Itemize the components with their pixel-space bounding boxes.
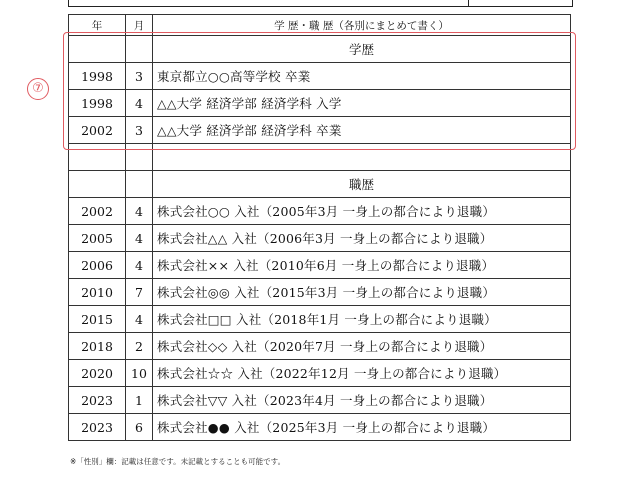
annotation-highlight-box (63, 32, 576, 150)
year-cell: 1998 (69, 90, 126, 117)
month-cell: 3 (126, 63, 153, 90)
month-cell: 4 (126, 225, 153, 252)
month-cell: 4 (126, 252, 153, 279)
year-cell: 2006 (69, 252, 126, 279)
month-cell: 1 (126, 387, 153, 414)
previous-section-frame (68, 0, 573, 7)
table-row (69, 279, 571, 306)
education-title: 学歴 (153, 36, 571, 63)
month-header: 月 (126, 15, 153, 36)
month-cell: 4 (126, 306, 153, 333)
month-cell: 4 (126, 198, 153, 225)
entry-text: △△大学 経済学部 経済学科 入学 (153, 90, 571, 117)
month-cell: 10 (126, 360, 153, 387)
year-cell: 1998 (69, 63, 126, 90)
year-cell: 2005 (69, 225, 126, 252)
month-cell: 3 (126, 117, 153, 144)
entry-text: 株式会社●● 入社（2025年3月 一身上の都合により退職） (153, 414, 571, 441)
history-header: 学 歴・職 歴（各別にまとめて書く） (153, 15, 571, 36)
table-row (69, 306, 571, 333)
entry-text: 東京都立○○高等学校 卒業 (153, 63, 571, 90)
year-cell: 2015 (69, 306, 126, 333)
table-row (69, 198, 571, 225)
entry-text: △△大学 経済学部 経済学科 卒業 (153, 117, 571, 144)
annotation-number-badge: ⑦ (27, 78, 49, 100)
work-history-table (68, 170, 571, 441)
year-cell: 2020 (69, 360, 126, 387)
entry-text: 株式会社☆☆ 入社（2022年12月 一身上の都合により退職） (153, 360, 571, 387)
table-row (69, 252, 571, 279)
table-row (69, 360, 571, 387)
month-cell: 7 (126, 279, 153, 306)
work-title: 職歴 (153, 171, 571, 198)
year-cell: 2023 (69, 414, 126, 441)
year-cell: 2002 (69, 198, 126, 225)
month-cell: 6 (126, 414, 153, 441)
work-title-row (69, 171, 571, 198)
entry-text: 株式会社□□ 入社（2018年1月 一身上の都合により退職） (153, 306, 571, 333)
year-cell: 2018 (69, 333, 126, 360)
footnote: ※「性別」欄：記載は任意です。未記載とすることも可能です。 (70, 457, 286, 466)
month-cell: 2 (126, 333, 153, 360)
entry-text: 株式会社○○ 入社（2005年3月 一身上の都合により退職） (153, 198, 571, 225)
month-cell: 4 (126, 90, 153, 117)
entry-text: 株式会社◎◎ 入社（2015年3月 一身上の都合により退職） (153, 279, 571, 306)
entry-text: 株式会社▽▽ 入社（2023年4月 一身上の都合により退職） (153, 387, 571, 414)
entry-text: 株式会社△△ 入社（2006年3月 一身上の都合により退職） (153, 225, 571, 252)
entry-text: 株式会社×× 入社（2010年6月 一身上の都合により退職） (153, 252, 571, 279)
entry-text: 株式会社◇◇ 入社（2020年7月 一身上の都合により退職） (153, 333, 571, 360)
table-row (69, 387, 571, 414)
table-row (69, 225, 571, 252)
year-cell: 2023 (69, 387, 126, 414)
year-header: 年 (69, 15, 126, 36)
year-cell: 2010 (69, 279, 126, 306)
year-cell: 2002 (69, 117, 126, 144)
table-row (69, 414, 571, 441)
table-row (69, 333, 571, 360)
